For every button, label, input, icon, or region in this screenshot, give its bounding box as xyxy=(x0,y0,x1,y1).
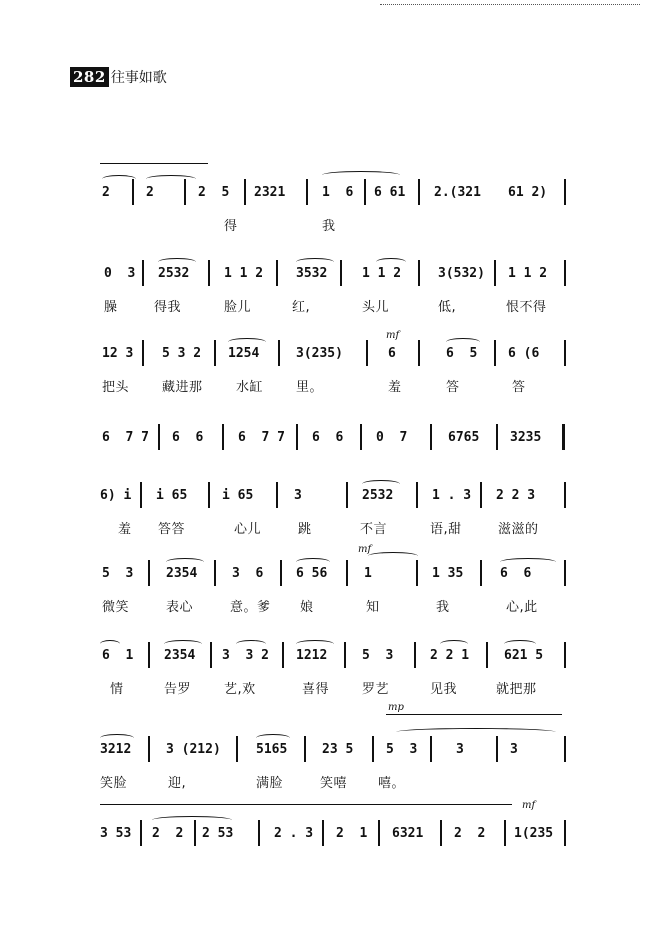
slur-mark xyxy=(256,734,290,742)
slur-mark xyxy=(446,338,480,346)
score-system-7 xyxy=(96,648,576,708)
lyric: 就把那 xyxy=(496,682,537,697)
phrase-line xyxy=(100,804,512,805)
barline xyxy=(494,260,496,286)
measure: 6 1 xyxy=(102,648,134,663)
measure: 3 xyxy=(456,742,464,757)
measure: i 65 xyxy=(222,488,254,503)
staff-guide-line xyxy=(100,163,208,164)
slur-mark xyxy=(296,258,334,266)
score-system-6 xyxy=(96,544,576,626)
measure: 2 xyxy=(146,185,154,200)
barline xyxy=(236,736,238,762)
measure: 3 (212) xyxy=(166,742,221,757)
barline xyxy=(564,340,566,366)
measure: 23 5 xyxy=(322,742,354,757)
top-edge-rule xyxy=(380,4,640,7)
measure: 6 6 xyxy=(172,430,204,445)
measure: 3 xyxy=(294,488,302,503)
slur-mark xyxy=(296,640,334,648)
barline xyxy=(564,820,566,846)
lyric: 头儿 xyxy=(362,300,390,315)
slur-mark xyxy=(166,558,204,566)
barline xyxy=(142,340,144,366)
lyrics-row xyxy=(96,678,576,698)
lyric: 跳 xyxy=(298,522,312,537)
slur-mark xyxy=(504,640,536,648)
measure: 1254 xyxy=(228,346,260,361)
measure: 5 3 2 xyxy=(162,346,202,361)
barline xyxy=(208,482,210,508)
barline xyxy=(276,482,278,508)
barline xyxy=(360,424,362,450)
measure: 3(532) xyxy=(438,266,485,281)
lyric: 羞 xyxy=(118,522,132,537)
barline xyxy=(416,482,418,508)
slur-mark xyxy=(102,175,136,183)
measure: i 65 xyxy=(156,488,188,503)
measure: 1 6 xyxy=(322,185,354,200)
measure: 6 xyxy=(388,346,396,361)
slur-mark xyxy=(296,558,330,566)
slur-mark xyxy=(500,558,556,566)
measure: 2 2 xyxy=(152,826,184,841)
barline xyxy=(378,820,380,846)
lyric: 笑嘻 xyxy=(320,776,348,791)
barline xyxy=(364,179,366,205)
lyric: 把头 xyxy=(102,380,130,395)
barline xyxy=(480,560,482,586)
lyric: 喜得 xyxy=(302,682,330,697)
dynamic-marking: mp xyxy=(388,702,404,713)
measure: 6 56 xyxy=(296,566,328,581)
barline xyxy=(278,340,280,366)
barline xyxy=(340,260,342,286)
barline xyxy=(480,482,482,508)
measure: 2 2 1 xyxy=(430,648,470,663)
barline xyxy=(486,642,488,668)
measure: 6 (6 xyxy=(508,346,540,361)
lyric: 迎, xyxy=(168,776,187,791)
notation-row xyxy=(96,346,576,368)
barline xyxy=(244,179,246,205)
barline xyxy=(372,736,374,762)
lyric: 得我 xyxy=(154,300,182,315)
measure: 621 5 xyxy=(504,648,544,663)
slur-mark xyxy=(164,640,202,648)
barline xyxy=(496,424,498,450)
lyric: 羞 xyxy=(388,380,402,395)
lyric: 语,甜 xyxy=(430,522,462,537)
measure: 2 53 xyxy=(202,826,234,841)
lyrics-row xyxy=(96,596,576,616)
barline xyxy=(142,260,144,286)
lyric: 见我 xyxy=(430,682,458,697)
barline xyxy=(140,482,142,508)
notation-row xyxy=(96,488,576,510)
measure: 2 5 xyxy=(198,185,230,200)
page-number: 282 xyxy=(70,67,109,87)
score-system-9 xyxy=(96,800,576,886)
book-title: 往事如歌 xyxy=(110,70,167,86)
measure: 6) i xyxy=(100,488,132,503)
measure: 0 7 xyxy=(376,430,408,445)
measure: 2532 xyxy=(158,266,190,281)
score-system-8 xyxy=(96,702,576,802)
measure: 0 3 xyxy=(104,266,136,281)
barline xyxy=(562,424,565,450)
slur-mark xyxy=(158,258,196,266)
measure: 5 3 xyxy=(102,566,134,581)
slur-mark xyxy=(322,171,400,179)
slur-mark xyxy=(376,258,406,266)
notation-row xyxy=(96,266,576,288)
score-system-5 xyxy=(96,488,576,548)
lyric: 微笑 xyxy=(102,600,130,615)
lyric: 心,此 xyxy=(506,600,538,615)
notation-row xyxy=(96,648,576,670)
measure: 3(235) xyxy=(296,346,343,361)
barline xyxy=(564,260,566,286)
measure: 1 . 3 xyxy=(432,488,472,503)
lyric: 答 xyxy=(512,380,526,395)
notation-row xyxy=(96,185,576,207)
score-system-1 xyxy=(96,185,576,245)
notation-row xyxy=(96,566,576,588)
slur-mark xyxy=(146,175,196,183)
measure: 1 1 2 xyxy=(362,266,402,281)
barline xyxy=(346,482,348,508)
lyrics-row xyxy=(96,772,576,792)
lyric: 我 xyxy=(322,219,336,234)
lyric: 知 xyxy=(366,600,380,615)
barline xyxy=(304,736,306,762)
dynamic-marking: mf xyxy=(386,330,400,341)
measure: 3532 xyxy=(296,266,328,281)
barline xyxy=(148,736,150,762)
barline xyxy=(210,642,212,668)
barline xyxy=(280,560,282,586)
measure: 3212 xyxy=(100,742,132,757)
measure: 5 3 xyxy=(386,742,418,757)
barline xyxy=(416,560,418,586)
measure: 6 61 xyxy=(374,185,406,200)
barline xyxy=(214,340,216,366)
measure: 3235 xyxy=(510,430,542,445)
measure: 6 6 xyxy=(312,430,344,445)
slur-mark xyxy=(228,338,266,346)
barline xyxy=(148,642,150,668)
lyric: 满脸 xyxy=(256,776,284,791)
slur-mark xyxy=(440,640,468,648)
barline xyxy=(430,736,432,762)
measure: 2354 xyxy=(166,566,198,581)
measure: 6 7 7 xyxy=(102,430,149,445)
lyric: 红, xyxy=(292,300,311,315)
slur-mark xyxy=(100,640,120,648)
measure: 3 xyxy=(510,742,518,757)
lyric: 我 xyxy=(436,600,450,615)
measure: 2 2 xyxy=(454,826,486,841)
measure: 1 35 xyxy=(432,566,464,581)
measure: 3 53 xyxy=(100,826,132,841)
barline xyxy=(282,642,284,668)
measure: 3 3 2 xyxy=(222,648,269,663)
barline xyxy=(564,179,566,205)
lyric: 艺,欢 xyxy=(224,682,256,697)
barline xyxy=(564,736,566,762)
notation-row xyxy=(96,742,576,764)
measure: 61 2) xyxy=(508,185,548,200)
measure: 1 xyxy=(364,566,372,581)
measure: 1 1 2 xyxy=(508,266,548,281)
barline xyxy=(564,482,566,508)
slur-mark xyxy=(100,734,134,742)
lyric: 笑脸 xyxy=(100,776,128,791)
dynamic-marking: mf xyxy=(522,800,536,811)
measure: 1 1 2 xyxy=(224,266,264,281)
barline xyxy=(564,642,566,668)
lyric: 情 xyxy=(110,682,124,697)
barline xyxy=(214,560,216,586)
measure: 1(235 xyxy=(514,826,554,841)
measure: 12 3 xyxy=(102,346,134,361)
barline xyxy=(504,820,506,846)
score-system-2 xyxy=(96,266,576,326)
slur-mark xyxy=(152,816,232,824)
lyrics-row xyxy=(96,518,576,538)
barline xyxy=(418,260,420,286)
lyric: 里。 xyxy=(296,380,324,395)
lyric: 不言 xyxy=(360,522,388,537)
measure: 2532 xyxy=(362,488,394,503)
measure: 2 xyxy=(102,185,110,200)
barline xyxy=(322,820,324,846)
measure: 6 5 xyxy=(446,346,478,361)
lyric: 罗艺 xyxy=(362,682,390,697)
measure: 5 3 xyxy=(362,648,394,663)
lyric: 娘 xyxy=(300,600,314,615)
measure: 5165 xyxy=(256,742,288,757)
slur-mark xyxy=(368,552,418,560)
lyric: 嘻。 xyxy=(378,776,406,791)
measure: 2321 xyxy=(254,185,286,200)
measure: 2 1 xyxy=(336,826,368,841)
lyric: 答 xyxy=(446,380,460,395)
barline xyxy=(140,820,142,846)
barline xyxy=(258,820,260,846)
lyric: 恨不得 xyxy=(506,300,547,315)
barline xyxy=(414,642,416,668)
barline xyxy=(564,560,566,586)
lyric: 意。爹 xyxy=(230,600,271,615)
measure: 3 6 xyxy=(232,566,264,581)
notation-row xyxy=(96,826,576,848)
barline xyxy=(148,560,150,586)
measure: 2.(321 xyxy=(434,185,481,200)
lyric: 心儿 xyxy=(234,522,262,537)
lyric: 臊 xyxy=(104,300,118,315)
measure: 6 7 7 xyxy=(238,430,285,445)
measure: 6 6 xyxy=(500,566,532,581)
phrase-line xyxy=(386,714,562,715)
measure: 2 . 3 xyxy=(274,826,314,841)
lyrics-row xyxy=(96,296,576,316)
lyric: 低, xyxy=(438,300,457,315)
barline xyxy=(344,642,346,668)
lyric: 脸儿 xyxy=(224,300,252,315)
barline xyxy=(158,424,160,450)
barline xyxy=(276,260,278,286)
lyric: 水缸 xyxy=(236,380,264,395)
barline xyxy=(296,424,298,450)
barline xyxy=(366,340,368,366)
lyrics-row xyxy=(96,215,576,235)
page-header xyxy=(70,66,167,88)
slur-mark xyxy=(236,640,266,648)
barline xyxy=(346,560,348,586)
score-system-3 xyxy=(96,330,576,406)
slur-mark xyxy=(362,480,400,488)
barline xyxy=(430,424,432,450)
barline xyxy=(494,340,496,366)
dynamic-marking: mf xyxy=(358,544,372,555)
lyric: 答答 xyxy=(158,522,186,537)
lyric: 藏进那 xyxy=(162,380,203,395)
barline xyxy=(222,424,224,450)
measure: 2 2 3 xyxy=(496,488,536,503)
lyric: 得 xyxy=(224,219,238,234)
measure: 6321 xyxy=(392,826,424,841)
notation-row xyxy=(96,430,576,452)
barline xyxy=(306,179,308,205)
barline xyxy=(418,179,420,205)
measure: 6765 xyxy=(448,430,480,445)
barline xyxy=(496,736,498,762)
lyric: 告罗 xyxy=(164,682,192,697)
lyric: 滋滋的 xyxy=(498,522,539,537)
measure: 2354 xyxy=(164,648,196,663)
score-system-4 xyxy=(96,430,576,490)
barline xyxy=(208,260,210,286)
measure: 1212 xyxy=(296,648,328,663)
lyric: 表心 xyxy=(166,600,194,615)
slur-mark xyxy=(396,728,556,736)
lyrics-row xyxy=(96,376,576,396)
barline xyxy=(440,820,442,846)
barline xyxy=(418,340,420,366)
